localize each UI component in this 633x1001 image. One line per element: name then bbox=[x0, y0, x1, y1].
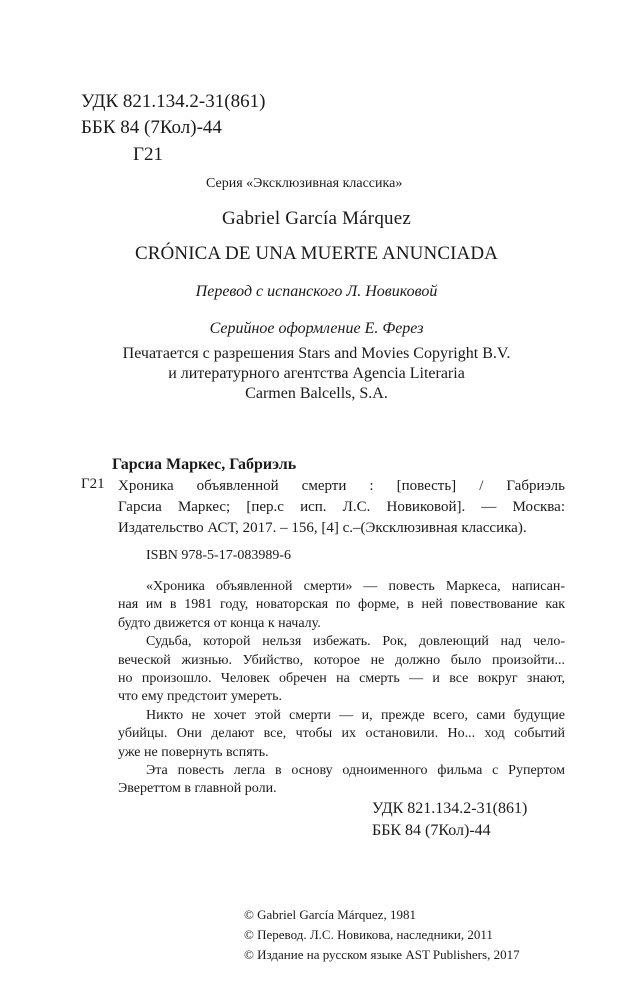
isbn: ISBN 978-5-17-083989-6 bbox=[146, 548, 292, 563]
udk-code-footer: УДК 821.134.2-31(861) bbox=[372, 800, 528, 817]
bbk-code-footer: ББК 84 (7Кол)-44 bbox=[372, 822, 491, 839]
annotation-line: уже не повернуть вспять. bbox=[118, 744, 269, 760]
catalog-description bbox=[118, 476, 565, 539]
annotation-line: Эта повесть легла в основу одноименного фильма с Рупертом bbox=[146, 763, 565, 779]
catalog-line: Гарсиа Маркес; [пер.с исп. Л.С. Новиковой]. — Москва: bbox=[118, 499, 565, 515]
copyright-line: © Gabriel García Márquez, 1981 bbox=[244, 907, 416, 922]
permission-block bbox=[0, 344, 633, 404]
series-label: Серия «Эксклюзивная классика» bbox=[206, 176, 403, 191]
udk-code: УДК 821.134.2-31(861) bbox=[81, 91, 266, 112]
author-mark: Г21 bbox=[133, 144, 163, 165]
annotation-line: Никто не хочет этой смерти — и, прежде всего, сами будущие bbox=[146, 707, 565, 723]
bbk-code: ББК 84 (7Кол)-44 bbox=[81, 117, 222, 138]
copyright-line: © Издание на русском языке AST Publishers, 2017 bbox=[244, 947, 520, 962]
design-credit: Серийное оформление Е. Ферез bbox=[209, 320, 424, 337]
catalog-line: Хроника объявленной смерти : [повесть] / Габриэль bbox=[118, 478, 565, 494]
catalog-line: Издательство АСТ, 2017. – 156, [4] с.–(Эксклюзивная классика). bbox=[118, 520, 527, 536]
annotation-line: веческой жизнью. Убийство, которое не должно было произойти... bbox=[118, 652, 565, 668]
copyright-block bbox=[244, 905, 520, 965]
annotation-line: «Хроника объявленной смерти» — повесть Маркеса, написан- bbox=[146, 579, 565, 594]
permission-line: Печатается с разрешения Stars and Movies Copyright B.V. bbox=[122, 345, 511, 362]
annotation-line: что ему предстоит умереть. bbox=[118, 689, 283, 705]
annotation-line: но произошло. Человек обречен на смерть — и все вокруг знают, bbox=[118, 671, 565, 687]
title-original: CRÓNICA DE UNA MUERTE ANUNCIADA bbox=[135, 243, 498, 264]
author-original: Gabriel García Márquez bbox=[221, 208, 412, 229]
annotation-line: будто движется от конца к началу. bbox=[118, 615, 321, 631]
annotation bbox=[118, 578, 565, 799]
annotation-line: Эвереттом в главной роли. bbox=[118, 781, 277, 797]
annotation-line: убийцы. Они делают все, чтобы их остановили. Но... ход событий bbox=[118, 726, 565, 742]
catalog-code: Г21 bbox=[81, 476, 105, 492]
translation-credit: Перевод с испанского Л. Новиковой bbox=[195, 283, 438, 300]
catalog-author: Гарсиа Маркес, Габриэль bbox=[112, 456, 297, 473]
annotation-line: ная им в 1981 году, новаторская по форме, в ней повествование как bbox=[118, 597, 565, 613]
permission-line: и литературного агентства Agencia Literaria bbox=[168, 365, 465, 382]
permission-line: Carmen Balcells, S.A. bbox=[245, 385, 388, 402]
annotation-line: Судьба, которой нельзя избежать. Рок, довлеющий над чело- bbox=[146, 634, 565, 650]
copyright-line: © Перевод. Л.С. Новикова, наследники, 2011 bbox=[244, 927, 493, 942]
